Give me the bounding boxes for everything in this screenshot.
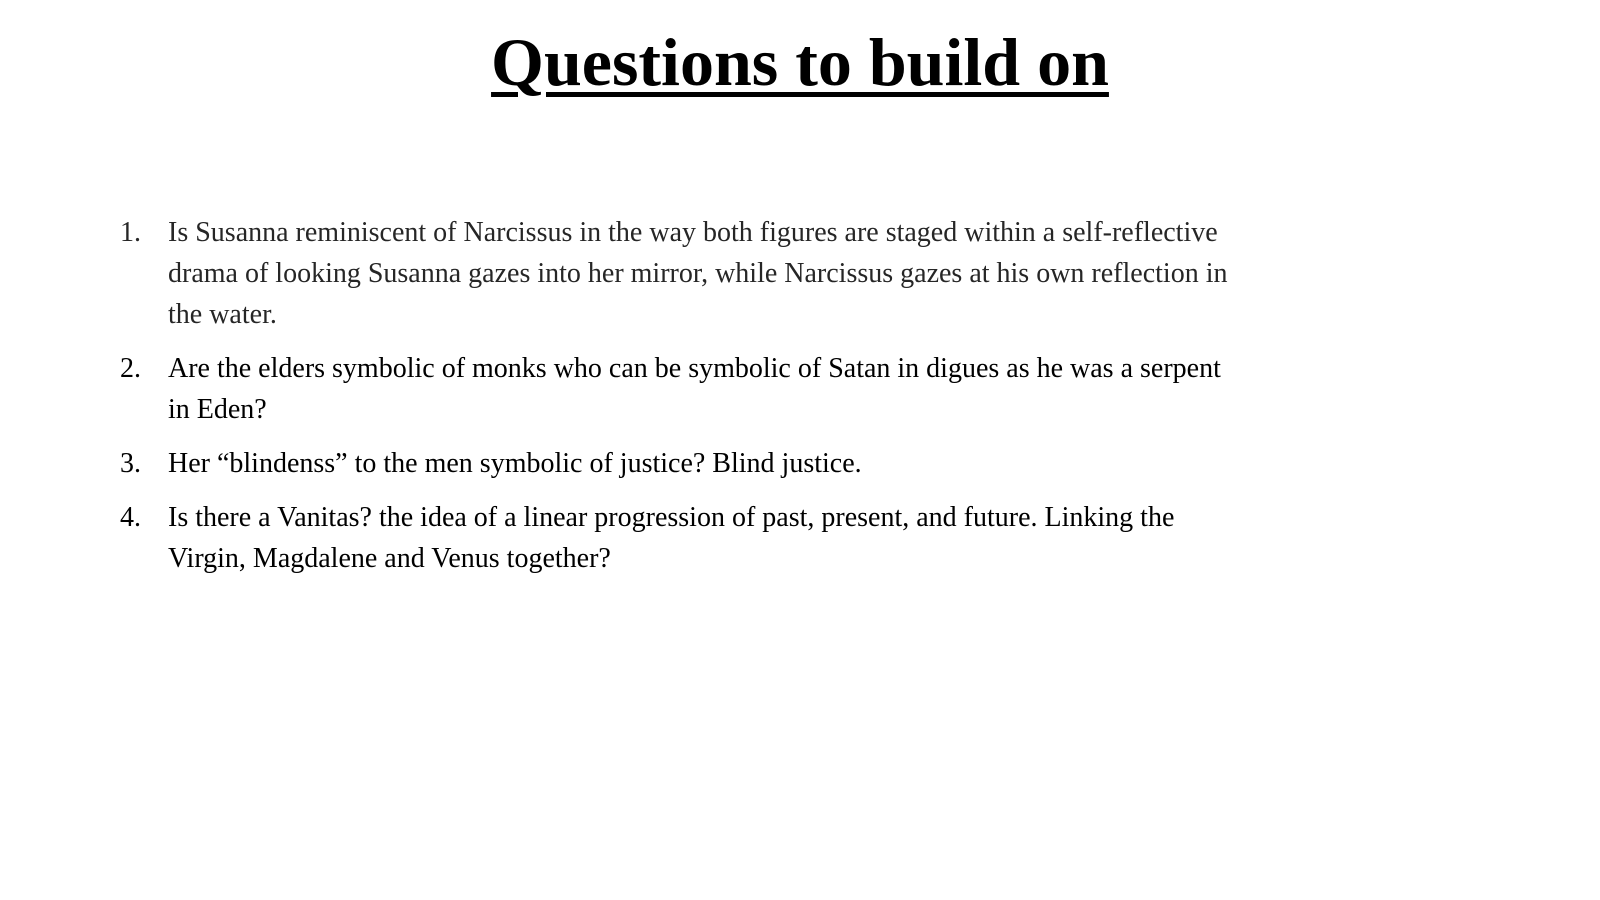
question-item-3 [120,443,1240,484]
question-item-2 [120,348,1240,430]
question-item-1 [120,212,1240,335]
question-number: 3. [120,448,141,479]
question-text: Her “blindenss” to the men symbolic of justice? Blind justice. [168,448,862,479]
question-text: Are the elders symbolic of monks who can be symbolic of Satan in digues as he was a serpent in Eden? [168,353,1221,425]
slide-title [0,22,1600,102]
question-text: Is there a Vanitas? the idea of a linear progression of past, present, and future. Linking the Virgin, Magdalene and Venus together? [168,502,1175,574]
question-number: 1. [120,217,141,248]
question-number: 2. [120,353,141,384]
question-item-4 [120,497,1240,579]
question-list [120,212,1240,592]
question-text: Is Susanna reminiscent of Narcissus in the way both figures are staged within a self-reflective drama of looking Susanna gazes into her mirror, while Narcissus gazes at his own reflection in the water. [168,217,1228,330]
slide-title-text: Questions to build on [491,24,1109,100]
question-number: 4. [120,502,141,533]
